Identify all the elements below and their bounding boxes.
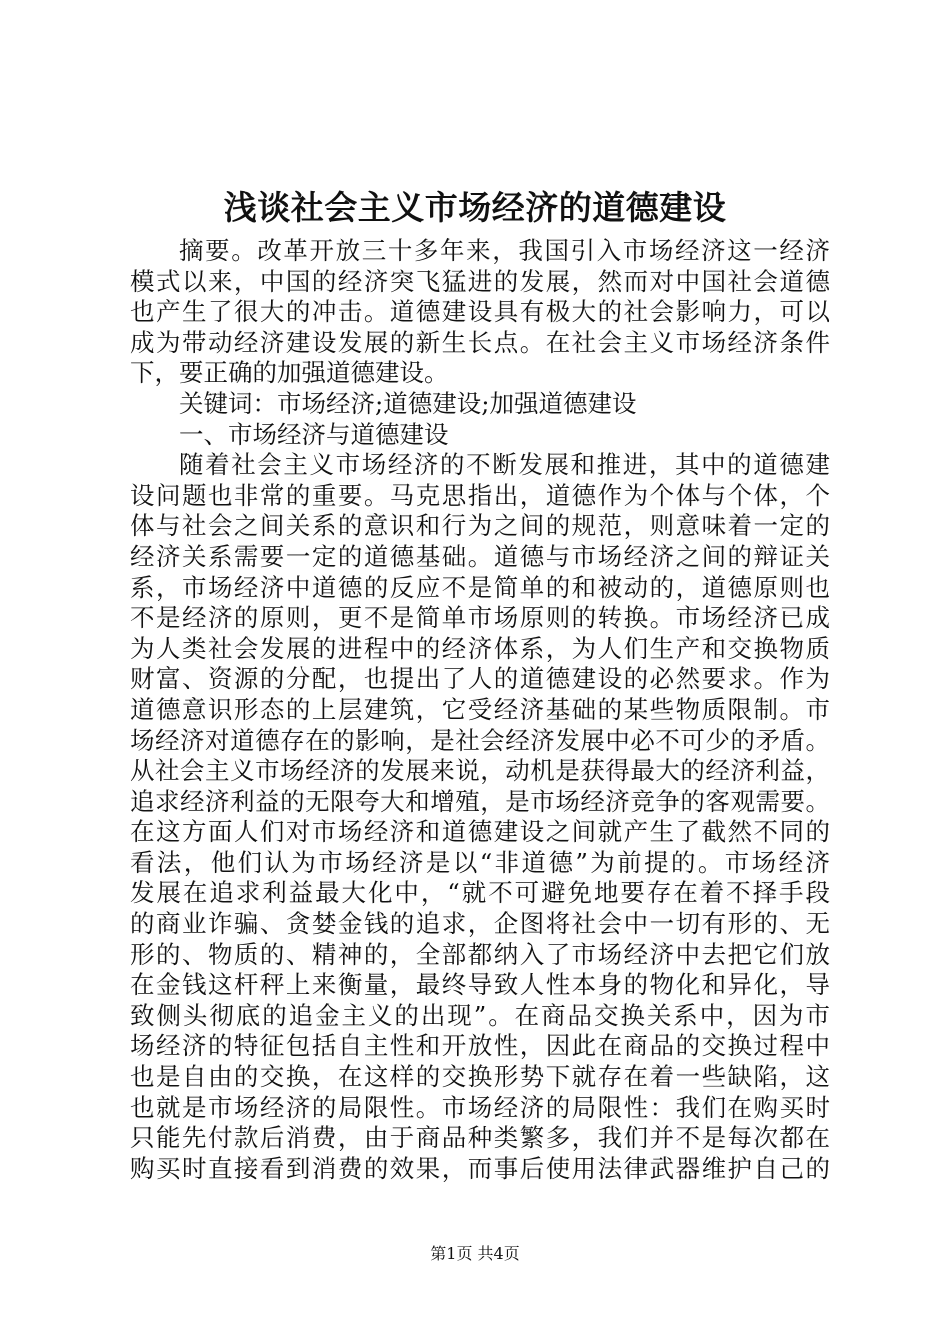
- text-line: 一、市场经济与道德建设: [179, 419, 449, 449]
- text-line: 场经济对道德存在的影响，是社会经济发展中必不可少的矛盾。: [130, 725, 830, 755]
- keywords-paragraph: [130, 389, 830, 420]
- text-line: 场经济的特征包括自主性和开放性，因此在商品的交换过程中: [130, 1031, 830, 1061]
- text-line: 也产生了很大的冲击。道德建设具有极大的社会影响力，可以: [130, 297, 830, 327]
- text-line: 模式以来，中国的经济突飞猛进的发展，然而对中国社会道德: [130, 266, 830, 296]
- text-line: 体与社会之间关系的意识和行为之间的规范，则意味着一定的: [130, 511, 830, 541]
- text-line: 道德意识形态的上层建筑，它受经济基础的某些物质限制。市: [130, 694, 830, 724]
- text-line: 也是自由的交换，在这样的交换形势下就存在着一些缺陷，这: [130, 1062, 830, 1092]
- text-line: 经济关系需要一定的道德基础。道德与市场经济之间的辩证关: [130, 541, 830, 571]
- page-number: 第1页 共4页: [430, 1244, 520, 1263]
- text-line: 的商业诈骗、贪婪金钱的追求，企图将社会中一切有形的、无: [130, 909, 830, 939]
- text-line: 财富、资源的分配，也提出了人的道德建设的必然要求。作为: [130, 664, 830, 694]
- text-line: 系，市场经济中道德的反应不是简单的和被动的，道德原则也: [130, 572, 830, 602]
- text-line: 关键词：市场经济;道德建设;加强道德建设: [179, 388, 637, 418]
- document-body: [130, 236, 830, 1184]
- text-line: 只能先付款后消费，由于商品种类繁多，我们并不是每次都在: [130, 1123, 830, 1153]
- text-line: 下，要正确的加强道德建设。: [130, 358, 449, 388]
- text-line: 追求经济利益的无限夸大和增殖，是市场经济竞争的客观需要。: [130, 786, 830, 816]
- text-line: 摘要。改革开放三十多年来，我国引入市场经济这一经济: [179, 236, 830, 265]
- document-title: 浅谈社会主义市场经济的道德建设: [223, 188, 727, 227]
- text-line: 致侧头彻底的追金主义的出现”。在商品交换关系中，因为市: [130, 1000, 830, 1030]
- text-line: 在金钱这杆秤上来衡量，最终导致人性本身的物化和异化，导: [130, 970, 830, 1000]
- text-line: 也就是市场经济的局限性。市场经济的局限性：我们在购买时: [130, 1092, 830, 1122]
- text-line: 成为带动经济建设发展的新生长点。在社会主义市场经济条件: [130, 327, 830, 357]
- text-line: 设问题也非常的重要。马克思指出，道德作为个体与个体，个: [130, 480, 830, 510]
- abstract-paragraph: [130, 236, 830, 389]
- body-paragraph: [130, 450, 830, 1184]
- text-line: 从社会主义市场经济的发展来说，动机是获得最大的经济利益，: [130, 756, 830, 786]
- text-line: 形的、物质的、精神的，全部都纳入了市场经济中去把它们放: [130, 939, 830, 969]
- text-line: 在这方面人们对市场经济和道德建设之间就产生了截然不同的: [130, 817, 830, 847]
- section-heading: [130, 420, 830, 451]
- text-line: 购买时直接看到消费的效果，而事后使用法律武器维护自己的: [130, 1153, 830, 1183]
- text-line: 随着社会主义市场经济的不断发展和推进，其中的道德建: [179, 450, 830, 480]
- text-line: 不是经济的原则，更不是简单市场原则的转换。市场经济已成: [130, 603, 830, 633]
- text-line: 为人类社会发展的进程中的经济体系，为人们生产和交换物质: [130, 633, 830, 663]
- text-line: 发展在追求利益最大化中，“就不可避免地要存在着不择手段: [130, 878, 830, 908]
- text-line: 看法，他们认为市场经济是以“非道德”为前提的。市场经济: [130, 847, 830, 877]
